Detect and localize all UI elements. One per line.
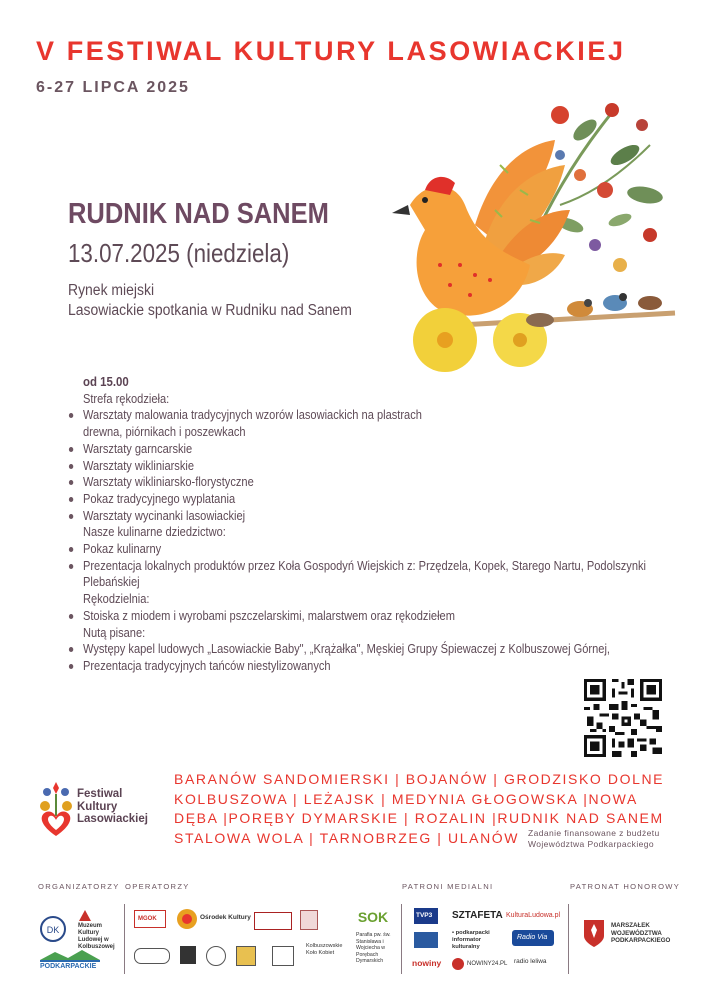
list-item: Stoiska z miodem i wyrobami pszczelarskimi, malarstwem oraz rękodziełem [68,608,684,625]
sok-logo-icon [356,906,390,928]
towns-line: BARANÓW SANDOMIERSKI | BOJANÓW | GRODZISKO DOLNE [174,771,665,787]
event-place [68,281,352,321]
list-item: Prezentacja tradycyjnych tańców niestylizowanych [68,658,684,675]
divider [401,904,402,974]
mgok-label: MGOK [138,916,157,922]
sztafeta-name: SZTAFETA [452,910,503,921]
divider [568,904,569,974]
zone-title: Nutą pisane: [82,625,146,640]
rooster-illustration [380,95,680,375]
funding-line: Województwa Podkarpackiego [528,839,655,849]
gdk-logo-icon [38,914,68,944]
podkarpackie-logo-icon [40,948,100,962]
media-label: PATRONI MEDIALNI [402,882,494,891]
logo-line: Lasowiackiej [77,813,148,825]
tvp3-label: TVP3 [416,912,433,919]
logo-line: Festiwal [77,788,123,800]
qr-code[interactable] [584,679,662,757]
festival-dates: 6-27 LIPCA 2025 [36,79,190,96]
zone-title: Rękodzielnia: [82,592,150,607]
nowiny24-name: NOWINY24.PL [467,961,508,967]
towns-line: DĘBA |PORĘBY DYMARSKIE | ROZALIN |RUDNIK NAD SANEM [174,810,664,826]
list-item: Prezentacja lokalnych produktów przez Koła Gospodyń Wiejskich z: Przędzela, Kopek, Starego Nartu, Podolszynki Plebańskiej [68,558,684,591]
event-date: 13.07.2025 (niedziela) [68,238,290,268]
list-item: Pokaz kulinarny [68,541,684,558]
zone-title: Strefa rękodzieła: [82,391,170,406]
zone-list [68,541,684,591]
list-item: Warsztaty wikliniarsko-florystyczne [68,474,684,491]
list-item: Warsztaty wycinanki lasowiackiej [68,508,684,525]
list-item: Warsztaty malowania tradycyjnych wzorów lasowiackich na plastrach drewna, piórnikach i poszewkach [68,407,684,440]
funding-note [528,828,660,850]
birds-icon [526,293,662,327]
festival-logo-text [77,788,148,826]
radio-via-logo [512,930,554,946]
honorary-label: PATRONAT HONOROWY [570,882,681,891]
muzeum-name: Muzeum Kultury Ludowej w Kolbuszowej [78,923,115,950]
operator-logo [180,946,196,964]
operator-logo [254,912,292,930]
operators-label: OPERATORZY [125,882,190,891]
coat-of-arms-icon [582,918,606,948]
kolbuszowskie-name: Kolbuszowskie Koło Kobiet [306,943,343,956]
program-time: od 15.00 [82,374,129,389]
kultura-ludowa-name: KulturaLudowa.pl [506,912,561,919]
radio-leliwa-name: radio leliwa [514,958,547,965]
muzeum-logo-icon [78,908,92,922]
tvp3-logo [414,908,438,924]
zone-list [68,641,684,674]
funding-line: Zadanie finansowane z budżetu [528,828,660,838]
svg-text:DK: DK [46,925,60,935]
list-item: Pokaz tradycyjnego wyplatania [68,491,684,508]
nowiny24-icon [452,958,464,970]
festival-title: V FESTIWAL KULTURY LASOWIACKIEJ [36,36,626,66]
towns-line: KOLBUSZOWA | LEŻAJSK | MEDYNIA GŁOGOWSKA |NOWA [174,790,638,807]
place-line-2: Lasowiackie spotkania w Rudniku nad Sanem [68,302,352,319]
operator-logo [300,910,318,930]
program [68,374,688,675]
osrodek-name: Ośrodek Kultury [200,914,251,921]
festival-logo-icon [36,780,76,838]
logo-line: Kultury [77,800,118,813]
list-item: Warsztaty wikliniarskie [68,458,684,475]
zone-list [68,407,684,524]
zone-title: Nasze kulinarne dziedzictwo: [82,525,226,540]
towns-line: STALOWA WOLA | TARNOBRZEG | ULANÓW [174,829,520,846]
marszalek-name: MARSZAŁEK WOJEWÓDZTWA PODKARPACKIEGO [611,922,671,945]
event-town: RUDNIK NAD SANEM [68,198,329,230]
operator-logo [236,946,256,966]
informator-name: • podkarpacki informator kulturalny [452,930,490,950]
media-logo [414,932,438,948]
divider [124,904,125,974]
operator-logo [272,946,294,966]
operator-logo [206,946,226,966]
zone-list [68,608,684,625]
mgok-logo [134,910,166,928]
place-line-1: Rynek miejski [68,282,155,299]
operator-logo [134,948,170,964]
parafia-name: Parafia pw. św. Stanisława i Wojciecha w Porębach Dymarskich [356,932,391,965]
podkarpackie-name: PODKARPACKIE [40,963,97,970]
organizers-label: ORGANIZATORZY [38,882,120,891]
list-item: Warsztaty garncarskie [68,441,684,458]
ok-logo-icon [176,908,198,930]
svg-text:SOK: SOK [357,909,389,925]
list-item: Występy kapel ludowych „Lasowiackie Baby", „Krążałka", Męskiej Grupy Śpiewaczej z Kolbuszowej Górnej, [68,641,684,658]
nowiny-name: nowiny [412,958,442,968]
radio-via-label: Radio Via [517,934,548,941]
